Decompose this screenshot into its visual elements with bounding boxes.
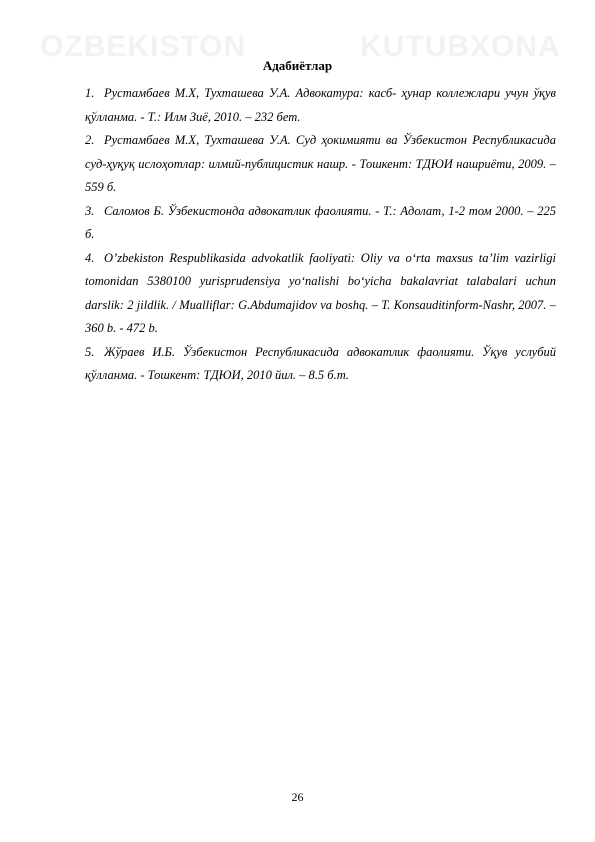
reference-item-2 [85,129,556,200]
reference-text: Рустамбаев М.Х, Тухташева У.А. Адвокатура: касб- ҳунар коллежлари учун ўқув қўлланма. - Т.: Илм Зиё, 2010. – 232 бет. [85,86,556,124]
reference-item-4 [85,247,556,341]
watermark-right: KUTUBXONA [360,30,561,63]
reference-item-3 [85,200,556,247]
reference-list [85,82,556,388]
reference-number: 2. [85,133,95,147]
reference-number: 1. [85,86,95,100]
reference-number: 5. [85,344,95,359]
reference-text: Рустамбаев М.Х, Тухташева У.А. Суд ҳокимияти ва Ўзбекистон Республикасида суд-ҳуқуқ ислоҳотлар: илмий-публицистик нашр. - Тошкент: ТДЮИ нашриёти, 2009. – 559 б. [85,133,556,194]
page-title: Адабиётлар [262,58,333,73]
reference-text: Жўраев И.Б. Ўзбекистон Республикасида адвокатлик фаолияти. Ўқув услубий қўлланма. - Тошкент: ТДЮИ, 2010 йил. – 8.5 б.т. [85,344,556,382]
reference-number: 3. [85,203,95,218]
reference-item-5 [85,341,556,388]
reference-text: Саломов Б. Ўзбекистонда адвокатлик фаолияти. - Т.: Адолат, 1-2 том 2000. – 225 б. [85,203,556,241]
reference-text: O’zbekiston Respublikasida advokatlik faoliyati: Oliy va o‘rta maxsus ta’lim vazirligi tomonidan 5380100 yurisprudensiya yo‘nalishi bo‘yicha bakalavriat talabalari uchun darslik: 2 jildlik. / Mualliflar: G.Abdumajidov va boshq. – T. Konsauditinform-Nashr, 2007. – 360 b. - 472 b. [85,250,556,335]
watermark-left: OZBEKISTON [40,30,247,63]
reference-item-1 [85,82,556,129]
reference-number: 4. [85,250,95,265]
page-number: 26 [291,790,304,804]
